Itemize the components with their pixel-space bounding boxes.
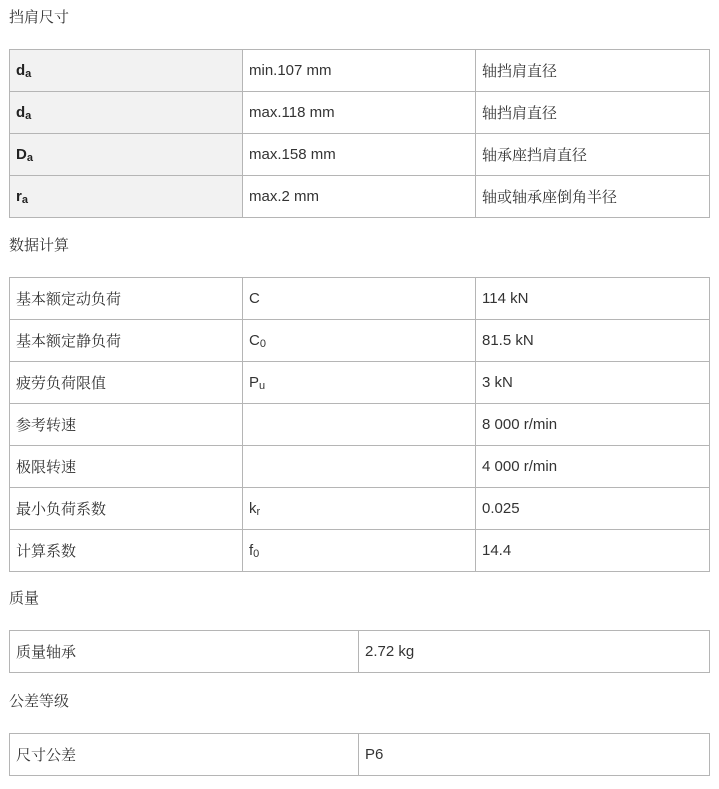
value-cell: P6 (359, 734, 710, 776)
value-cell: 3 kN (476, 362, 710, 404)
table-row (10, 631, 710, 673)
parameter-name-cell: 极限转速 (10, 446, 243, 488)
table-row (10, 530, 710, 572)
description-cell: 轴挡肩直径 (476, 92, 710, 134)
symbol-cell: $D_a$ (10, 134, 243, 176)
value-cell: max.2 mm (243, 176, 476, 218)
symbol-cell: $P_u$ (243, 362, 476, 404)
parameter-name-cell: 参考转速 (10, 404, 243, 446)
section-title-calculation: 数据计算 (9, 237, 70, 254)
table-row (10, 320, 710, 362)
symbol-cell: $k_r$ (243, 488, 476, 530)
table-row (10, 278, 710, 320)
section-title-mass: 质量 (9, 590, 40, 607)
table-row (10, 734, 710, 776)
symbol-cell: $r_a$ (10, 176, 243, 218)
table-row (10, 488, 710, 530)
parameter-name-cell: 基本额定动负荷 (10, 278, 243, 320)
value-cell: 2.72 kg (359, 631, 710, 673)
symbol-cell: $C_0$ (243, 320, 476, 362)
value-cell: 14.4 (476, 530, 710, 572)
value-cell: max.118 mm (243, 92, 476, 134)
parameter-name-cell: 尺寸公差 (10, 734, 359, 776)
value-cell: min.107 mm (243, 50, 476, 92)
section-title-tolerance: 公差等级 (9, 693, 70, 710)
value-cell: 0.025 (476, 488, 710, 530)
symbol-cell: $d_a$ (10, 50, 243, 92)
mass-table (9, 630, 710, 673)
table-row (10, 362, 710, 404)
symbol-cell: $f_0$ (243, 530, 476, 572)
value-cell: 4 000 r/min (476, 446, 710, 488)
section-title-dimensions: 挡肩尺寸 (9, 9, 70, 26)
description-cell: 轴承座挡肩直径 (476, 134, 710, 176)
table-row (10, 134, 710, 176)
table-row (10, 92, 710, 134)
calculation-table (9, 277, 710, 572)
table-row (10, 404, 710, 446)
tolerance-table (9, 733, 710, 776)
description-cell: 轴挡肩直径 (476, 50, 710, 92)
parameter-name-cell: 计算系数 (10, 530, 243, 572)
symbol-cell: C (243, 278, 476, 320)
value-cell: 81.5 kN (476, 320, 710, 362)
table-row (10, 176, 710, 218)
table-row (10, 50, 710, 92)
parameter-name-cell: 最小负荷系数 (10, 488, 243, 530)
value-cell: 8 000 r/min (476, 404, 710, 446)
table-row (10, 446, 710, 488)
value-cell: 114 kN (476, 278, 710, 320)
value-cell: max.158 mm (243, 134, 476, 176)
parameter-name-cell: 疲劳负荷限值 (10, 362, 243, 404)
symbol-cell (243, 404, 476, 446)
description-cell: 轴或轴承座倒角半径 (476, 176, 710, 218)
dimensions-table (9, 49, 710, 218)
symbol-cell: $d_a$ (10, 92, 243, 134)
symbol-cell (243, 446, 476, 488)
parameter-name-cell: 基本额定静负荷 (10, 320, 243, 362)
parameter-name-cell: 质量轴承 (10, 631, 359, 673)
